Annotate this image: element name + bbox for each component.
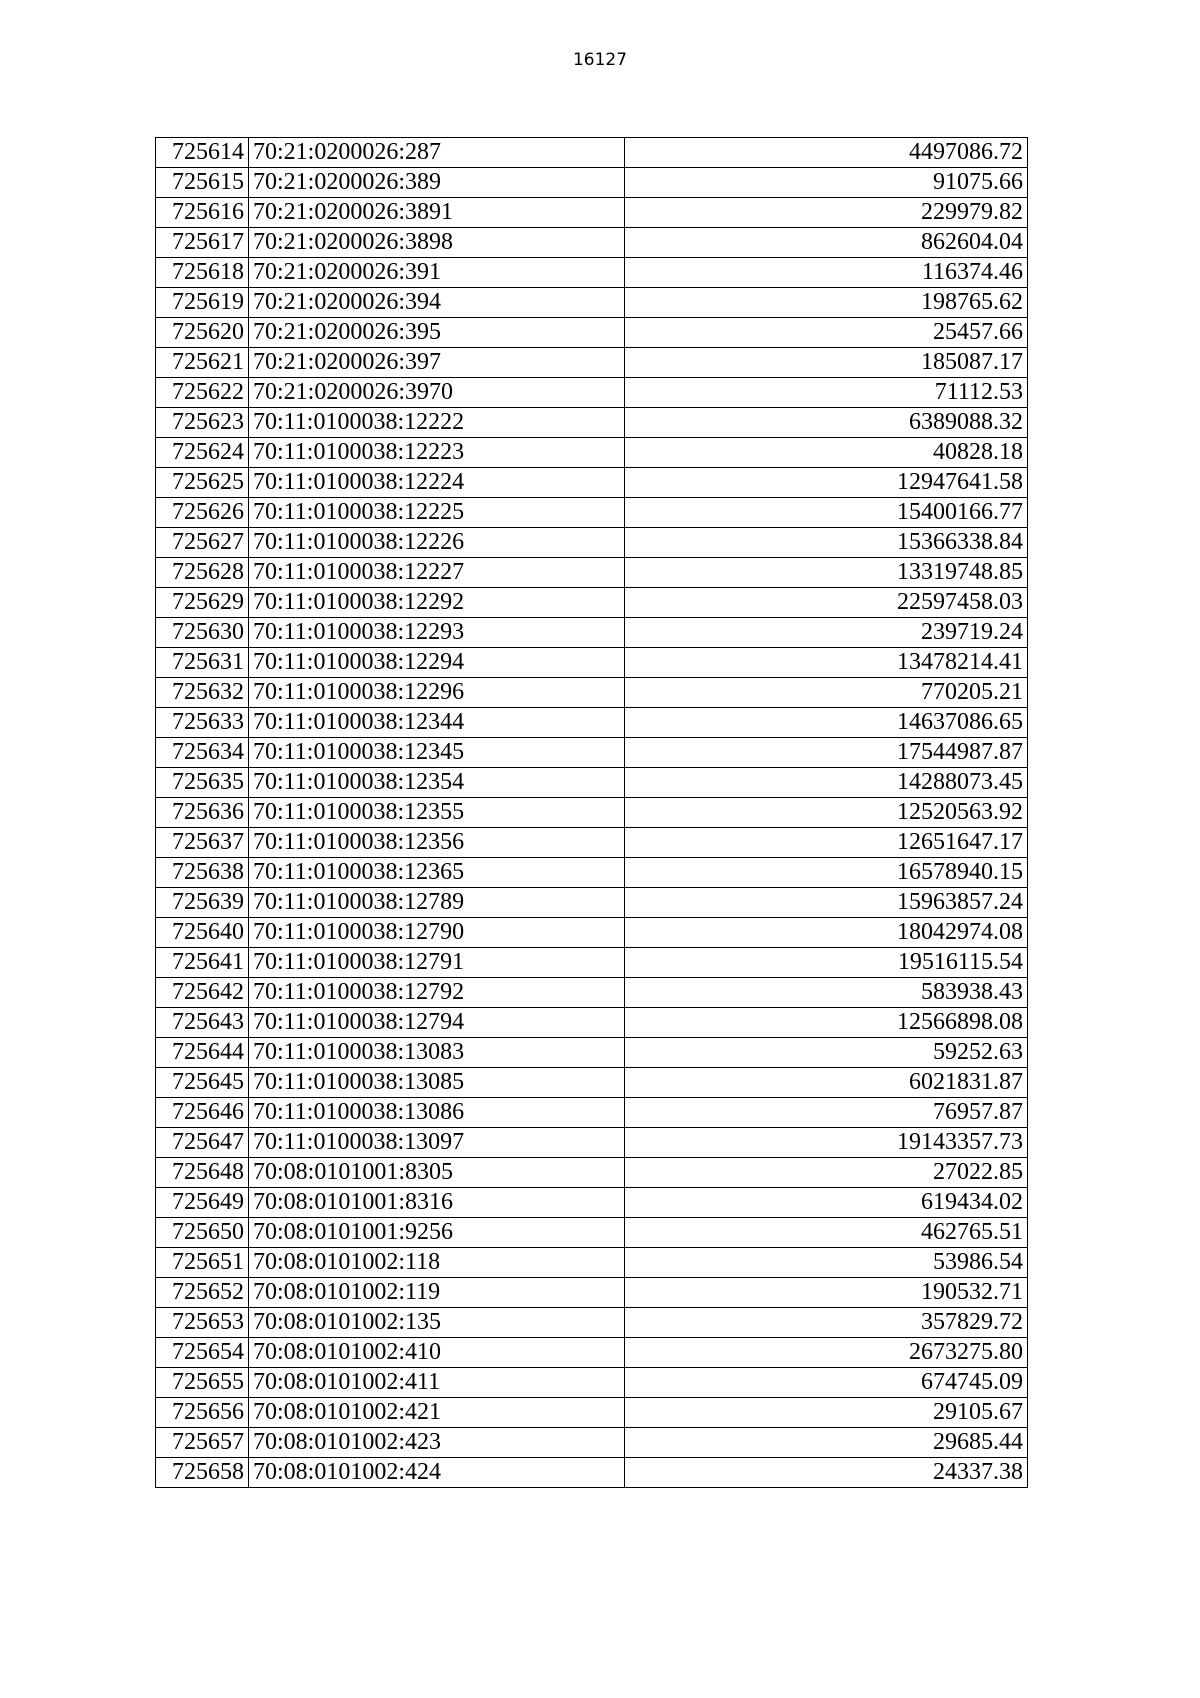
table-row	[156, 1248, 1028, 1278]
cadastral-value-cell: 19516115.54	[625, 948, 1028, 978]
table-row	[156, 1158, 1028, 1188]
cadastral-value-cell: 4497086.72	[625, 138, 1028, 168]
cadastral-value-cell: 53986.54	[625, 1248, 1028, 1278]
cadastral-number-cell: 70:21:0200026:397	[249, 348, 625, 378]
table-row	[156, 498, 1028, 528]
table-row	[156, 1308, 1028, 1338]
row-number-cell: 725646	[156, 1098, 249, 1128]
cadastral-number-cell: 70:11:0100038:12365	[249, 858, 625, 888]
row-number-cell: 725654	[156, 1338, 249, 1368]
cadastral-number-cell: 70:11:0100038:12792	[249, 978, 625, 1008]
row-number-cell: 725626	[156, 498, 249, 528]
table-row	[156, 438, 1028, 468]
table-row	[156, 348, 1028, 378]
table-row	[156, 138, 1028, 168]
table-row	[156, 708, 1028, 738]
cadastral-value-cell: 17544987.87	[625, 738, 1028, 768]
cadastral-number-cell: 70:11:0100038:12292	[249, 588, 625, 618]
table-row	[156, 888, 1028, 918]
table-row	[156, 198, 1028, 228]
row-number-cell: 725648	[156, 1158, 249, 1188]
row-number-cell: 725633	[156, 708, 249, 738]
row-number-cell: 725640	[156, 918, 249, 948]
row-number-cell: 725615	[156, 168, 249, 198]
cadastral-number-cell: 70:11:0100038:12344	[249, 708, 625, 738]
table-row	[156, 948, 1028, 978]
cadastral-value-cell: 29685.44	[625, 1428, 1028, 1458]
cadastral-value-cell: 12566898.08	[625, 1008, 1028, 1038]
row-number-cell: 725616	[156, 198, 249, 228]
row-number-cell: 725614	[156, 138, 249, 168]
row-number-cell: 725658	[156, 1458, 249, 1488]
cadastral-number-cell: 70:11:0100038:12293	[249, 618, 625, 648]
cadastral-value-cell: 770205.21	[625, 678, 1028, 708]
table-row	[156, 828, 1028, 858]
table-row	[156, 318, 1028, 348]
table-row	[156, 918, 1028, 948]
table-row	[156, 258, 1028, 288]
row-number-cell: 725653	[156, 1308, 249, 1338]
table-row	[156, 1188, 1028, 1218]
table-row	[156, 1008, 1028, 1038]
cadastral-value-cell: 91075.66	[625, 168, 1028, 198]
row-number-cell: 725628	[156, 558, 249, 588]
table-row	[156, 798, 1028, 828]
table-row	[156, 1098, 1028, 1128]
cadastral-value-cell: 15366338.84	[625, 528, 1028, 558]
table-row	[156, 1338, 1028, 1368]
table-row	[156, 228, 1028, 258]
cadastral-value-cell: 2673275.80	[625, 1338, 1028, 1368]
row-number-cell: 725630	[156, 618, 249, 648]
table-row	[156, 768, 1028, 798]
cadastral-number-cell: 70:11:0100038:12294	[249, 648, 625, 678]
cadastral-value-cell: 185087.17	[625, 348, 1028, 378]
row-number-cell: 725617	[156, 228, 249, 258]
cadastral-number-cell: 70:08:0101002:119	[249, 1278, 625, 1308]
cadastral-number-cell: 70:11:0100038:12223	[249, 438, 625, 468]
cadastral-number-cell: 70:11:0100038:12225	[249, 498, 625, 528]
table-row	[156, 1428, 1028, 1458]
table-row	[156, 528, 1028, 558]
cadastral-number-cell: 70:08:0101002:424	[249, 1458, 625, 1488]
cadastral-value-cell: 15963857.24	[625, 888, 1028, 918]
row-number-cell: 725638	[156, 858, 249, 888]
cadastral-value-cell: 6389088.32	[625, 408, 1028, 438]
cadastral-value-cell: 18042974.08	[625, 918, 1028, 948]
table-row	[156, 738, 1028, 768]
cadastral-number-cell: 70:11:0100038:12794	[249, 1008, 625, 1038]
cadastral-number-cell: 70:11:0100038:12355	[249, 798, 625, 828]
cadastral-value-cell: 16578940.15	[625, 858, 1028, 888]
row-number-cell: 725641	[156, 948, 249, 978]
row-number-cell: 725642	[156, 978, 249, 1008]
cadastral-value-cell: 116374.46	[625, 258, 1028, 288]
row-number-cell: 725624	[156, 438, 249, 468]
cadastral-number-cell: 70:11:0100038:12789	[249, 888, 625, 918]
row-number-cell: 725655	[156, 1368, 249, 1398]
page-number: 16127	[572, 50, 628, 70]
row-number-cell: 725634	[156, 738, 249, 768]
table-row	[156, 378, 1028, 408]
row-number-cell: 725644	[156, 1038, 249, 1068]
table-row	[156, 588, 1028, 618]
table-row	[156, 1458, 1028, 1488]
cadastral-number-cell: 70:21:0200026:3891	[249, 198, 625, 228]
cadastral-number-cell: 70:11:0100038:12345	[249, 738, 625, 768]
cadastral-value-cell: 29105.67	[625, 1398, 1028, 1428]
row-number-cell: 725637	[156, 828, 249, 858]
row-number-cell: 725629	[156, 588, 249, 618]
table-row	[156, 1128, 1028, 1158]
cadastral-number-cell: 70:11:0100038:12224	[249, 468, 625, 498]
cadastral-number-cell: 70:11:0100038:12356	[249, 828, 625, 858]
cadastral-number-cell: 70:11:0100038:12226	[249, 528, 625, 558]
cadastral-value-cell: 19143357.73	[625, 1128, 1028, 1158]
cadastral-value-cell: 22597458.03	[625, 588, 1028, 618]
cadastral-number-cell: 70:11:0100038:13097	[249, 1128, 625, 1158]
cadastral-value-cell: 12520563.92	[625, 798, 1028, 828]
table-row	[156, 1068, 1028, 1098]
row-number-cell: 725657	[156, 1428, 249, 1458]
cadastral-value-cell: 59252.63	[625, 1038, 1028, 1068]
cadastral-value-cell: 198765.62	[625, 288, 1028, 318]
cadastral-value-cell: 12651647.17	[625, 828, 1028, 858]
cadastral-number-cell: 70:08:0101001:9256	[249, 1218, 625, 1248]
row-number-cell: 725656	[156, 1398, 249, 1428]
cadastral-number-cell: 70:08:0101002:421	[249, 1398, 625, 1428]
row-number-cell: 725627	[156, 528, 249, 558]
cadastral-value-cell: 25457.66	[625, 318, 1028, 348]
cadastral-number-cell: 70:08:0101002:423	[249, 1428, 625, 1458]
row-number-cell: 725636	[156, 798, 249, 828]
cadastral-value-cell: 12947641.58	[625, 468, 1028, 498]
cadastral-number-cell: 70:11:0100038:13083	[249, 1038, 625, 1068]
cadastral-number-cell: 70:08:0101002:411	[249, 1368, 625, 1398]
cadastral-number-cell: 70:11:0100038:12790	[249, 918, 625, 948]
cadastral-number-cell: 70:11:0100038:12791	[249, 948, 625, 978]
table-row	[156, 1278, 1028, 1308]
table-row	[156, 1368, 1028, 1398]
row-number-cell: 725649	[156, 1188, 249, 1218]
table-row	[156, 678, 1028, 708]
row-number-cell: 725618	[156, 258, 249, 288]
cadastral-value-cell: 15400166.77	[625, 498, 1028, 528]
cadastral-value-cell: 14288073.45	[625, 768, 1028, 798]
cadastral-number-cell: 70:08:0101001:8305	[249, 1158, 625, 1188]
row-number-cell: 725631	[156, 648, 249, 678]
table-row	[156, 1218, 1028, 1248]
table-row	[156, 558, 1028, 588]
row-number-cell: 725620	[156, 318, 249, 348]
cadastral-number-cell: 70:08:0101001:8316	[249, 1188, 625, 1218]
cadastral-number-cell: 70:21:0200026:3970	[249, 378, 625, 408]
row-number-cell: 725623	[156, 408, 249, 438]
table-row	[156, 168, 1028, 198]
cadastral-value-cell: 27022.85	[625, 1158, 1028, 1188]
cadastral-value-cell: 40828.18	[625, 438, 1028, 468]
row-number-cell: 725650	[156, 1218, 249, 1248]
cadastral-number-cell: 70:21:0200026:287	[249, 138, 625, 168]
cadastral-number-cell: 70:08:0101002:135	[249, 1308, 625, 1338]
cadastral-number-cell: 70:21:0200026:3898	[249, 228, 625, 258]
cadastral-value-cell: 357829.72	[625, 1308, 1028, 1338]
row-number-cell: 725643	[156, 1008, 249, 1038]
cadastral-value-cell: 76957.87	[625, 1098, 1028, 1128]
table-row	[156, 408, 1028, 438]
cadastral-value-cell: 13478214.41	[625, 648, 1028, 678]
table-row	[156, 978, 1028, 1008]
table-row	[156, 858, 1028, 888]
cadastral-number-cell: 70:11:0100038:12227	[249, 558, 625, 588]
cadastral-value-cell: 674745.09	[625, 1368, 1028, 1398]
table-row	[156, 468, 1028, 498]
cadastral-number-cell: 70:11:0100038:12354	[249, 768, 625, 798]
cadastral-number-cell: 70:11:0100038:12296	[249, 678, 625, 708]
cadastral-value-cell: 239719.24	[625, 618, 1028, 648]
cadastral-value-cell: 14637086.65	[625, 708, 1028, 738]
row-number-cell: 725651	[156, 1248, 249, 1278]
cadastral-number-cell: 70:11:0100038:13086	[249, 1098, 625, 1128]
cadastral-value-cell: 6021831.87	[625, 1068, 1028, 1098]
cadastral-value-cell: 619434.02	[625, 1188, 1028, 1218]
table-row	[156, 648, 1028, 678]
cadastral-number-cell: 70:21:0200026:389	[249, 168, 625, 198]
row-number-cell: 725622	[156, 378, 249, 408]
cadastral-value-cell: 13319748.85	[625, 558, 1028, 588]
cadastral-value-cell: 71112.53	[625, 378, 1028, 408]
cadastral-number-cell: 70:21:0200026:394	[249, 288, 625, 318]
cadastral-value-cell: 862604.04	[625, 228, 1028, 258]
cadastral-number-cell: 70:11:0100038:12222	[249, 408, 625, 438]
cadastral-number-cell: 70:08:0101002:118	[249, 1248, 625, 1278]
cadastral-value-cell: 462765.51	[625, 1218, 1028, 1248]
cadastral-value-cell: 190532.71	[625, 1278, 1028, 1308]
cadastral-number-cell: 70:08:0101002:410	[249, 1338, 625, 1368]
table-row	[156, 618, 1028, 648]
cadastral-number-cell: 70:11:0100038:13085	[249, 1068, 625, 1098]
row-number-cell: 725635	[156, 768, 249, 798]
cadastral-value-cell: 583938.43	[625, 978, 1028, 1008]
cadastral-value-table	[155, 137, 1028, 1488]
table-body	[156, 138, 1028, 1488]
cadastral-number-cell: 70:21:0200026:391	[249, 258, 625, 288]
row-number-cell: 725647	[156, 1128, 249, 1158]
row-number-cell: 725639	[156, 888, 249, 918]
row-number-cell: 725625	[156, 468, 249, 498]
row-number-cell: 725652	[156, 1278, 249, 1308]
cadastral-value-cell: 24337.38	[625, 1458, 1028, 1488]
cadastral-number-cell: 70:21:0200026:395	[249, 318, 625, 348]
row-number-cell: 725632	[156, 678, 249, 708]
cadastral-value-cell: 229979.82	[625, 198, 1028, 228]
table-row	[156, 288, 1028, 318]
row-number-cell: 725621	[156, 348, 249, 378]
table-row	[156, 1398, 1028, 1428]
row-number-cell: 725619	[156, 288, 249, 318]
table-row	[156, 1038, 1028, 1068]
row-number-cell: 725645	[156, 1068, 249, 1098]
